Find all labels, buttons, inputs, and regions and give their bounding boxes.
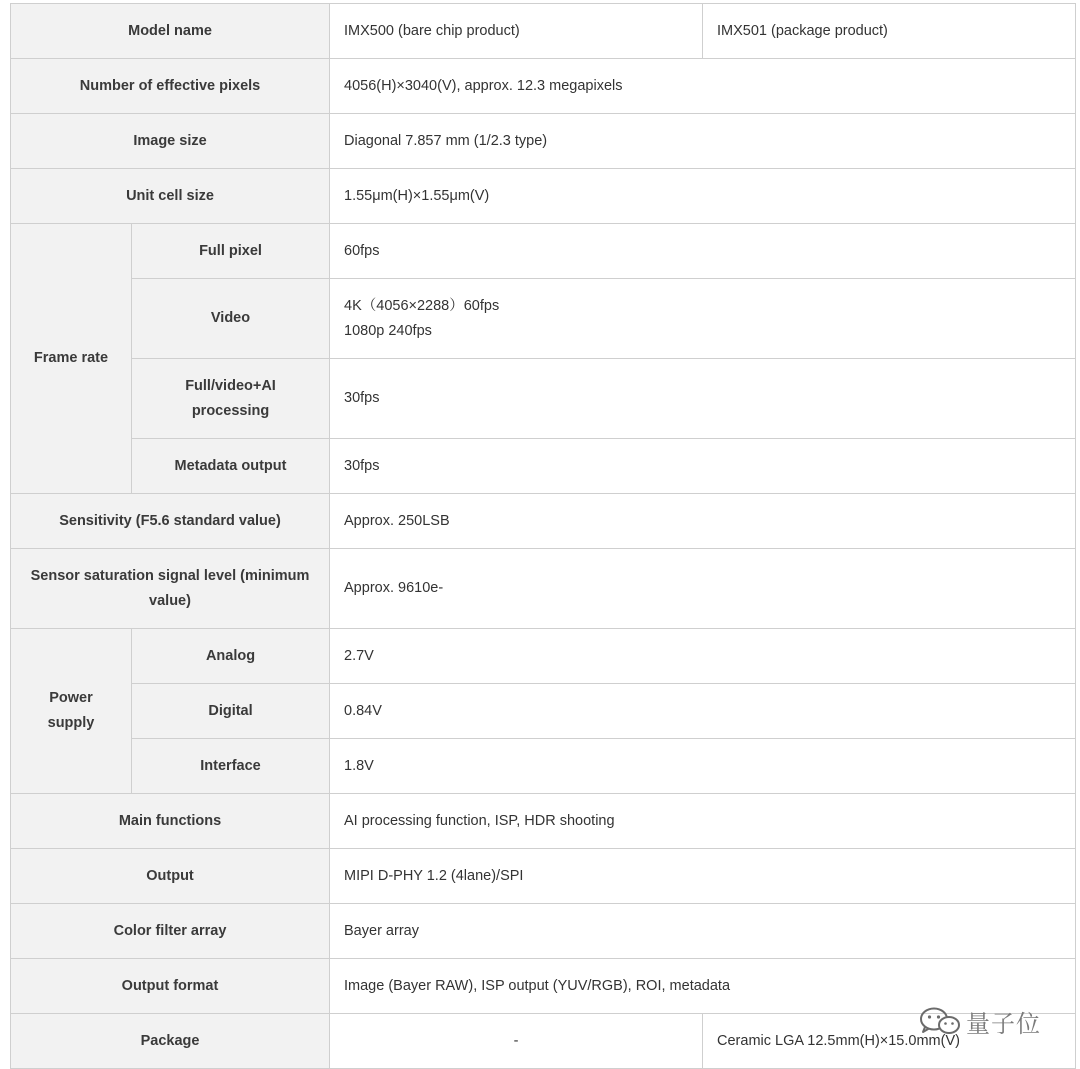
unit-cell-size-value: 1.55μm(H)×1.55μm(V) [330,169,1076,224]
analog-value: 2.7V [330,629,1076,684]
row-color-filter [11,904,1076,959]
row-interface [11,739,1076,794]
spec-table [10,3,1076,1069]
row-full-pixel [11,224,1076,279]
color-filter-value: Bayer array [330,904,1076,959]
sensitivity-label: Sensitivity (F5.6 standard value) [11,494,330,549]
effective-pixels-value: 4056(H)×3040(V), approx. 12.3 megapixels [330,59,1076,114]
row-main-functions [11,794,1076,849]
main-functions-label: Main functions [11,794,330,849]
row-full-video-ai [11,359,1076,439]
saturation-label-line2: value) [149,592,191,609]
full-video-ai-label-line2: processing [191,402,270,419]
digital-label: Digital [132,684,330,739]
imx500-package: - [330,1014,703,1069]
color-filter-label: Color filter array [11,904,330,959]
saturation-value: Approx. 9610e- [330,549,1076,629]
imx500-model: IMX500 (bare chip product) [330,4,703,59]
image-size-value: Diagonal 7.857 mm (1/2.3 type) [330,114,1076,169]
interface-label: Interface [132,739,330,794]
package-label: Package [11,1014,330,1069]
frame-rate-label: Frame rate [11,224,132,494]
row-metadata-output [11,439,1076,494]
metadata-output-label: Metadata output [132,439,330,494]
full-pixel-label: Full pixel [132,224,330,279]
row-output-format [11,959,1076,1014]
metadata-output-value: 30fps [330,439,1076,494]
watermark [918,1004,1041,1038]
row-effective-pixels [11,59,1076,114]
row-output [11,849,1076,904]
analog-label: Analog [132,629,330,684]
wechat-icon [918,1006,962,1036]
model-name-label: Model name [11,4,330,59]
full-video-ai-value: 30fps [330,359,1076,439]
output-format-value: Image (Bayer RAW), ISP output (YUV/RGB), ROI, metadata [330,959,1076,1014]
imx501-model: IMX501 (package product) [703,4,1076,59]
unit-cell-size-label: Unit cell size [11,169,330,224]
main-functions-value: AI processing function, ISP, HDR shooting [330,794,1076,849]
effective-pixels-label: Number of effective pixels [11,59,330,114]
interface-value: 1.8V [330,739,1076,794]
imx501-package: Ceramic LGA 12.5mm(H)×15.0mm(V) [703,1014,1076,1069]
power-supply-label [11,629,132,794]
video-value-4k: 4K（4056×2288）60fps [344,297,500,314]
output-format-label: Output format [11,959,330,1014]
row-image-size [11,114,1076,169]
video-label: Video [132,279,330,359]
power-supply-label-line1: Power [49,690,93,706]
digital-value: 0.84V [330,684,1076,739]
row-analog [11,629,1076,684]
row-digital [11,684,1076,739]
row-unit-cell-size [11,169,1076,224]
row-model-name [11,4,1076,59]
row-package [11,1014,1076,1069]
output-value: MIPI D-PHY 1.2 (4lane)/SPI [330,849,1076,904]
full-video-ai-label [132,359,330,439]
output-label: Output [11,849,330,904]
power-supply-label-line2: supply [47,715,95,731]
row-video [11,279,1076,359]
saturation-label-line1: Sensor saturation signal level (minimum [30,567,310,584]
full-pixel-value: 60fps [330,224,1076,279]
sensitivity-value: Approx. 250LSB [330,494,1076,549]
row-sensitivity [11,494,1076,549]
row-saturation [11,549,1076,629]
video-value-1080p: 1080p 240fps [344,322,432,339]
watermark-text: 量子位 [966,1009,1041,1038]
image-size-label: Image size [11,114,330,169]
full-video-ai-label-line1: Full/video+AI [185,377,276,394]
saturation-label [11,549,330,629]
video-value [330,279,1076,359]
